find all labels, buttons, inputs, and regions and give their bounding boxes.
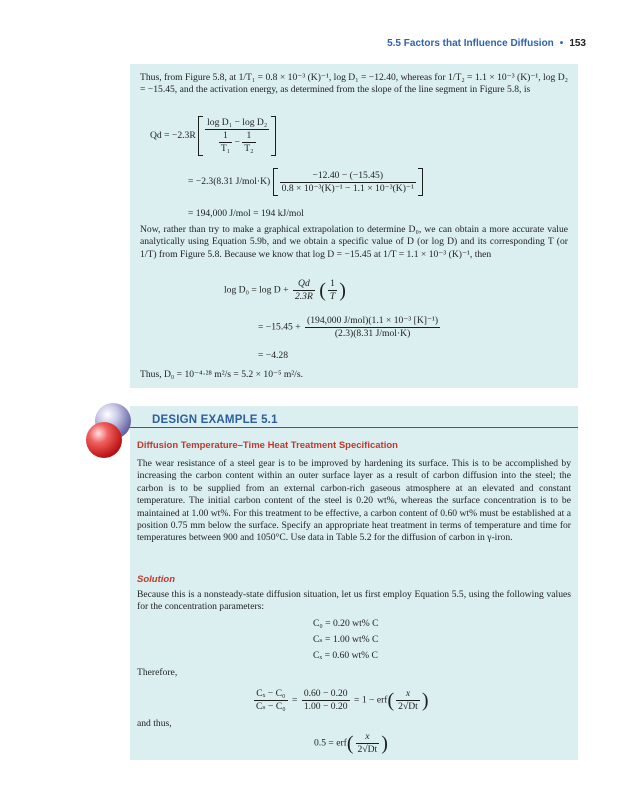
design-title-rule [122, 427, 578, 428]
eq7-2sqrtdt: 2√Dt [398, 701, 418, 712]
eq7-mid-denominator: 1.00 − 0.20 [303, 701, 348, 712]
eq2-lhs: = −2.3(8.31 J/mol·K) [188, 176, 271, 188]
eq4-paren-numerator: 1 [328, 278, 337, 291]
paragraph-extrapolation: Now, rather than try to make a graphical extrapolation to determine D₀, we can obtain a more accurate value analytically using Equation 5.9b, and we obtain a specific value of D (or log D) and its corresponding T (or 1/T) from Figure 5.8. Because we know that log D = −15.45 at 1/T = 1.1 × 10⁻³ (K)⁻¹, then [140, 224, 568, 260]
design-problem-paragraph: The wear resistance of a steel gear is to be improved by hardening its surface. This is to be accomplished by increasing the carbon content within an outer surface layer as a result of carbon diffusion into the steel; the carbon is to be supplied from an external carbon-rich gaseous atmosphere at an elevated and constant temperature. The initial carbon content of the steel is 0.20 wt%, whereas the surface concentration is to be maintained at 1.00 wt%. For this treatment to be effective, a carbon content of 0.60 wt% must be established at a position 0.75 mm below the surface. Specify an appropriate heat treatment in terms of temperature and time for temperatures between 900 and 1050°C. Use data in Table 5.2 for the diffusion of carbon in γ-iron. [137, 458, 571, 544]
eq8-lhs: 0.5 = erf [314, 737, 347, 749]
concentration-cs: Cₛ = 1.00 wt% C [313, 634, 379, 645]
concentration-cx: Cₓ = 0.60 wt% C [313, 650, 378, 661]
equation-erf-ratio: $\frac{\text{Cₓ − C₀}}{\text{Cₛ − C₀}}$ = $\frac{0.60 - 0.20}{1.00 - 0.20}$ = 1 − erf( $\frac{x}{2√Dt}$ ) [256, 688, 429, 712]
eq4-paren-denominator: T [329, 291, 336, 302]
eq5-numerator: (194,000 J/mol)(1.1 × 10⁻³ [K]⁻¹) [307, 315, 439, 326]
eq1-lhs: Qd = −2.3R [150, 130, 196, 142]
equation-activation-substitution [188, 168, 423, 196]
solution-paragraph: Because this is a nonsteady-state diffusion situation, let us first employ Equation 5.5, using the following values for the concentration parameters: [137, 589, 571, 613]
eq2-numerator: −12.40 − (−15.45) [280, 170, 416, 183]
equation-log-d0-substitution [258, 315, 442, 340]
equation-log-d0: log D₀ = log D + $\frac{Qd}{2.3R}$ ( $\frac{1}{T}$ ) [224, 278, 346, 302]
equation-activation-energy [150, 116, 276, 156]
eq4-numerator: Qd [293, 278, 315, 291]
design-example-subtitle: Diffusion Temperature–Time Heat Treatment Specification [137, 440, 398, 451]
eq8-x: x [356, 731, 380, 744]
page-number: 153 [569, 38, 586, 49]
therefore-text: Therefore, [137, 667, 178, 678]
eq7-rhs: = 1 − erf [354, 694, 388, 706]
section-title: 5.5 Factors that Influence Diffusion [387, 38, 554, 49]
paragraph-d0-result: Thus, D₀ = 10⁻⁴·²⁸ m²/s = 5.2 × 10⁻⁵ m²/s. [140, 369, 303, 380]
eq2-denominator: 0.8 × 10⁻³(K)⁻¹ − 1.1 × 10⁻³(K)⁻¹ [281, 182, 414, 194]
eq7-x: x [396, 688, 420, 701]
equation-log-d0-result: = −4.28 [258, 350, 289, 361]
eq1-fraction: log D₁ − log D₂ $\frac{1}{\text{T₁}}$ − $\frac{1}{\text{T₂}}$ [207, 117, 268, 154]
eq8-2sqrtdt: 2√Dt [357, 744, 378, 755]
eq7-left-denominator: Cₛ − C₀ [256, 701, 286, 712]
header-bullet: • [559, 38, 564, 49]
running-header [387, 38, 586, 49]
eq4-lhs: log D₀ = log D + [224, 284, 289, 296]
paragraph-activation-energy: Thus, from Figure 5.8, at 1/T₁ = 0.8 × 10⁻³ (K)⁻¹, log D₁ = −12.40, whereas for 1/T₂ = 1.1 × 10⁻³ (K)⁻¹, log D₂ = −15.45, and the activation energy, as determined from the slope of the line segment in Figure 5.8, is [140, 72, 568, 96]
solution-label: Solution [137, 574, 175, 585]
eq1-den-t2: T₂ [244, 143, 254, 154]
eq1-den-one-b: 1 [242, 130, 255, 143]
eq1-den-one-a: 1 [219, 130, 232, 143]
equation-activation-result: = 194,000 J/mol = 194 kJ/mol [188, 208, 304, 219]
eq5-denominator: (2.3)(8.31 J/mol·K) [334, 328, 411, 339]
design-example-title: DESIGN EXAMPLE 5.1 [152, 414, 278, 426]
concentration-c0: C₀ = 0.20 wt% C [313, 618, 379, 629]
eq5-lhs: = −15.45 + [258, 321, 301, 333]
eq7-mid-numerator: 0.60 − 0.20 [303, 688, 348, 699]
equation-erf-half: 0.5 = erf( $\frac{x}{2√Dt}$ ) [314, 731, 388, 755]
and-thus-text: and thus, [137, 718, 172, 729]
sphere-icon-red [86, 422, 122, 458]
eq4-denominator: 2.3R [294, 291, 313, 302]
eq1-numerator: log D₁ − log D₂ [207, 117, 268, 128]
eq1-den-t1: T₁ [220, 143, 231, 154]
eq7-left-numerator: Cₓ − C₀ [254, 688, 288, 701]
